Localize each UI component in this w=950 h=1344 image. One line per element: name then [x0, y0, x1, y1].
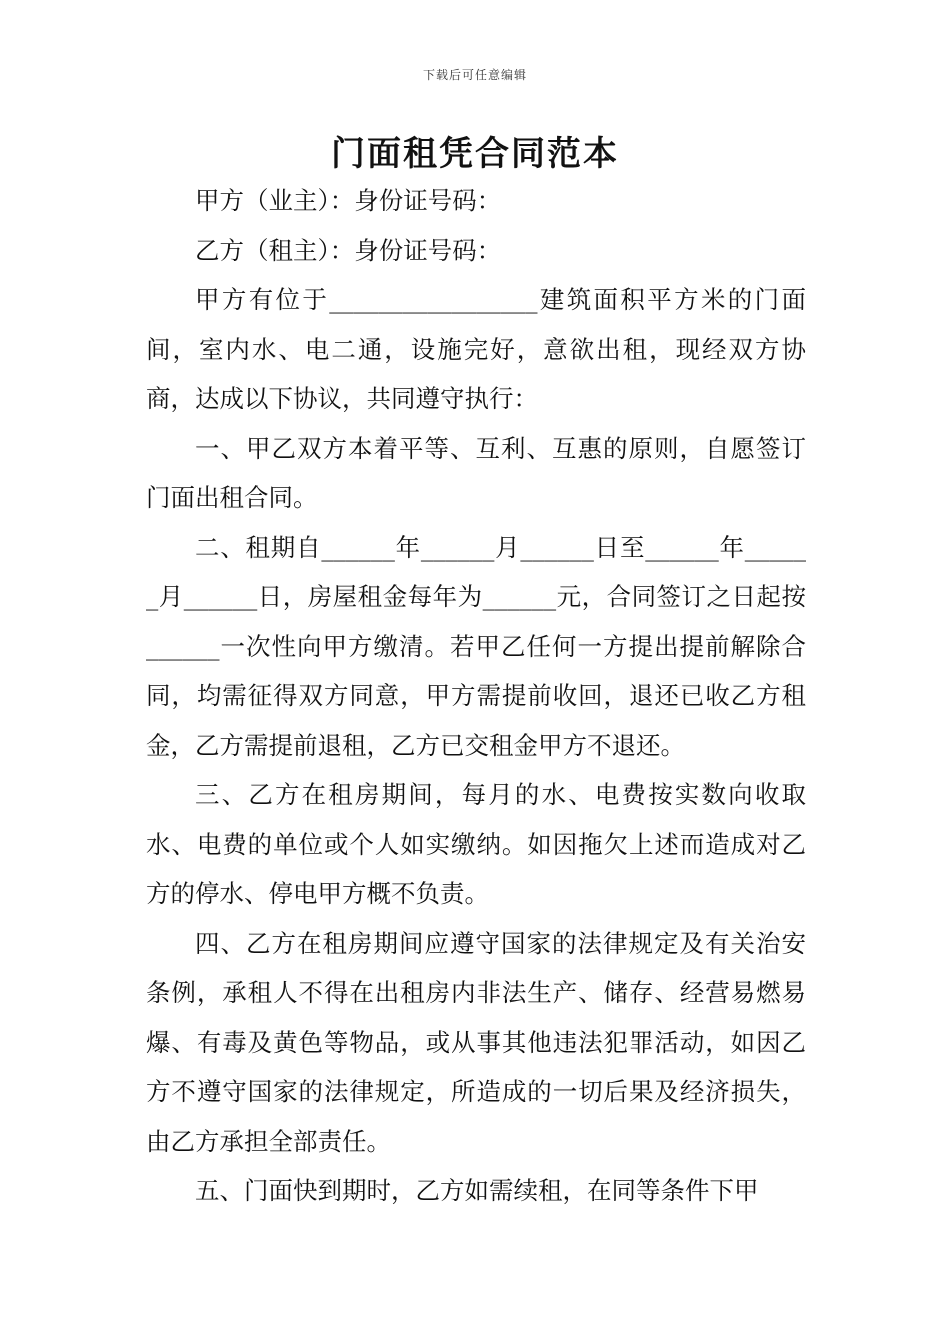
- party-b-line: 乙方（租主）：身份证号码：: [195, 235, 502, 265]
- party-a-line: 甲方（业主）：身份证号码：: [195, 186, 502, 215]
- intro-paragraph: 甲方有位于_________________建筑面积平方米的门面间，室内水、电二通，设施完好，意欲出租，现经双方协商，达成以下协议，共同遵守执行：: [146, 285, 806, 413]
- clause-4: 四、乙方在租房期间应遵守国家的法律规定及有关治安条例，承租人不得在出租房内非法生产、储存、经营易燃易爆、有毒及黄色等物品，或从事其他违法犯罪活动，如因乙方不遵守国家的法律规定，所造成的一切后果及经济损失，由乙方承担全部责任。: [146, 928, 806, 1156]
- clause-1: 一、甲乙双方本着平等、互利、互惠的原则，自愿签订门面出租合同。: [146, 433, 806, 512]
- header-note: 下载后可任意编辑: [422, 68, 527, 82]
- clause-5: 五、门面快到期时，乙方如需续租，在同等条件下甲: [195, 1176, 759, 1205]
- clause-2: 二、租期自______年______月______日至______年______月______日，房屋租金每年为______元，合同签订之日起按______一次性向甲方缴清。若甲乙任何一方提出提前解除合同，均需征得双方同意，甲方需提前收回，退还已收乙方租金，乙方需提前退租，乙方已交租金甲方不退还。: [146, 532, 806, 760]
- document-body: [146, 176, 806, 1216]
- clause-3: 三、乙方在租房期间，每月的水、电费按实数向收取水、电费的单位或个人如实缴纳。如因拖欠上述而造成对乙方的停水、停电甲方概不负责。: [146, 780, 806, 908]
- document-title: 门面租凭合同范本: [331, 134, 619, 174]
